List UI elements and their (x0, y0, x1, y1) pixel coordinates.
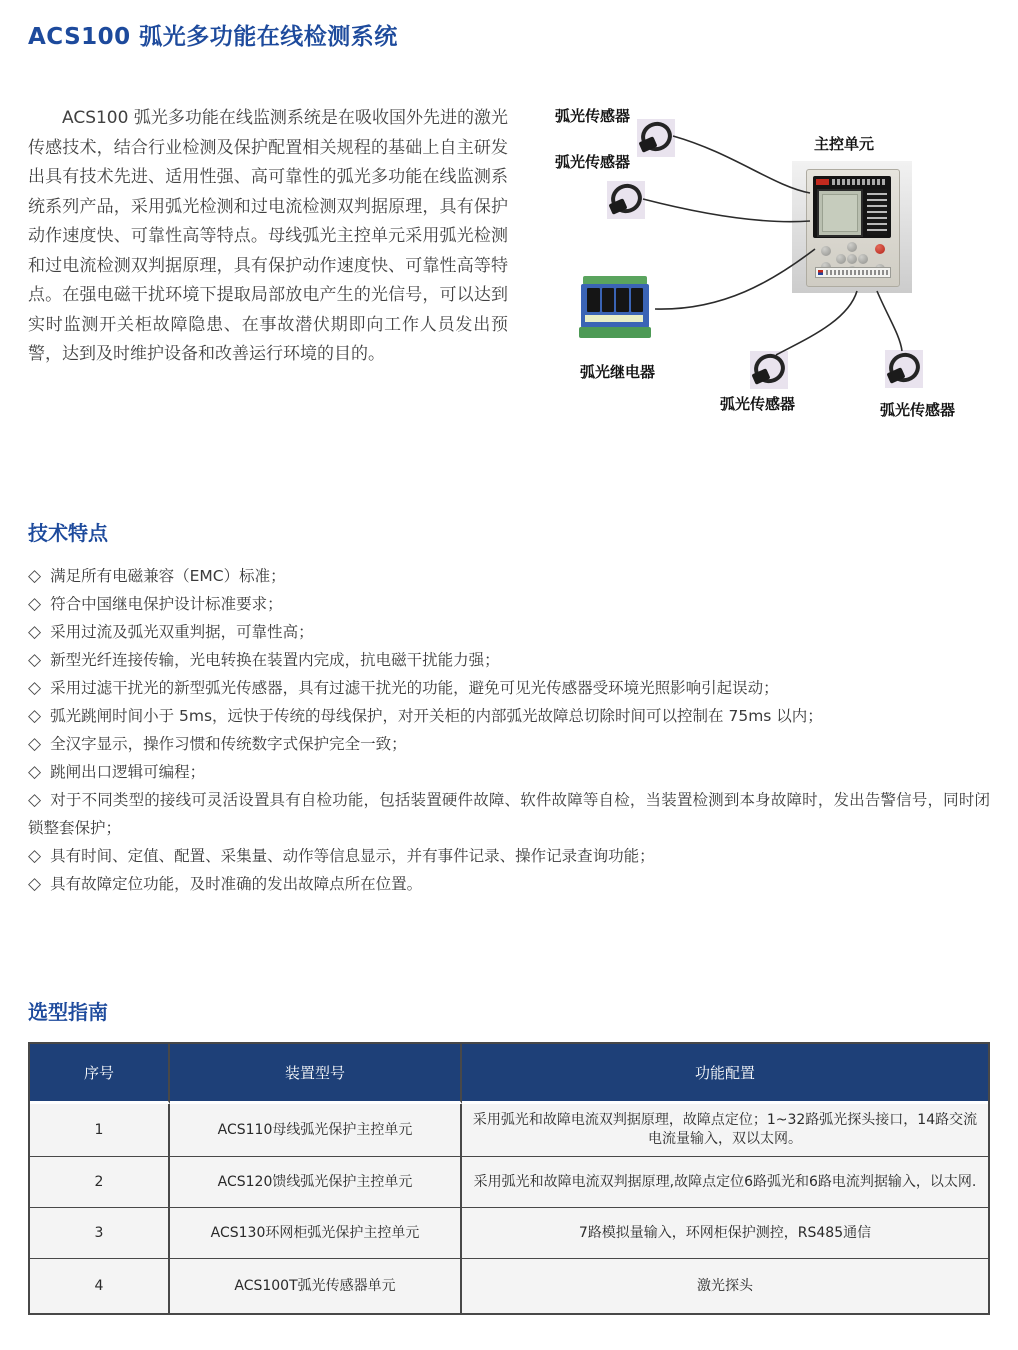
arc-sensor-photo-1 (637, 119, 675, 157)
diamond-bullet-icon: ◇ (28, 790, 42, 810)
feature-text: 弧光跳闸时间小于 5ms，远快于传统的母线保护，对开关柜的内部弧光故障总切除时间可以控制在 75ms 以内； (50, 707, 823, 725)
feature-item (28, 562, 990, 590)
features-heading: 技术特点 (28, 521, 108, 545)
diamond-bullet-icon: ◇ (28, 678, 42, 698)
lcd-display-area (822, 194, 858, 232)
relay-block (587, 288, 600, 312)
cell-model: ACS130环网柜弧光保护主控单元 (170, 1207, 462, 1258)
table-row (30, 1156, 988, 1207)
cell-config: 采用弧光和故障电流双判据原理,故障点定位6路弧光和6路电流判据输入，以太网. (462, 1156, 988, 1207)
feature-text: 满足所有电磁兼容（EMC）标准； (50, 567, 286, 585)
arrow-up-button (847, 242, 857, 252)
brand-logo (816, 179, 829, 185)
main-unit-photo (792, 161, 912, 293)
cell-config: 激光探头 (462, 1258, 988, 1313)
table-row (30, 1258, 988, 1313)
selection-guide-section (28, 996, 990, 1315)
table-row (30, 1104, 988, 1156)
col-header-no: 序号 (30, 1044, 170, 1104)
relay-rail (579, 327, 651, 338)
feature-text: 全汉字显示，操作习惯和传统数字式保护完全一致； (50, 735, 407, 753)
feature-item (28, 702, 990, 730)
feature-text: 采用过流及弧光双重判据，可靠性高； (50, 623, 314, 641)
selection-table (28, 1042, 990, 1315)
cell-config: 采用弧光和故障电流双判据原理，故障点定位；1~32路弧光探头接口，14路交流电流量输入，双以太网。 (472, 1112, 978, 1147)
cell-no: 4 (30, 1258, 170, 1313)
system-diagram (528, 91, 990, 447)
page-title: ACS100 弧光多功能在线检测系统 (28, 24, 398, 50)
indicator-panel (867, 189, 887, 235)
table-row (30, 1207, 988, 1258)
main-unit-body (806, 169, 900, 287)
col-header-model: 装置型号 (170, 1044, 462, 1104)
cell-model: ACS120馈线弧光保护主控单元 (170, 1156, 462, 1207)
sensor-label-bottom1: 弧光传感器 (720, 395, 796, 413)
cell-config: 7路模拟量输入，环网柜保护测控，RS485通信 (462, 1207, 988, 1258)
diamond-bullet-icon: ◇ (28, 846, 42, 866)
lcd-screen (817, 189, 863, 237)
feature-text: 符合中国继电保护设计标准要求； (50, 595, 283, 613)
cell-no: 3 (30, 1207, 170, 1258)
arc-relay-photo (577, 276, 655, 338)
sensor-label-top1: 弧光传感器 (555, 107, 631, 125)
enter-button (847, 254, 857, 264)
feature-text: 对于不同类型的接线可灵活设置具有自检功能，包括装置硬件故障、软件故障等自检，当装置检测到本身故障时，发出告警信号，同时闭锁整套保护； (28, 791, 990, 837)
selection-heading: 选型指南 (28, 1000, 108, 1024)
relay-block (631, 288, 644, 312)
main-unit-front-panel (813, 176, 891, 238)
relay-pcb (581, 284, 649, 328)
relay-label: 弧光继电器 (580, 363, 656, 381)
feature-text: 具有故障定位功能，及时准确的发出故障点所在位置。 (50, 875, 423, 893)
cell-model: ACS110母线弧光保护主控单元 (170, 1104, 462, 1156)
feature-text: 新型光纤连接传输，光电转换在装置内完成，抗电磁干扰能力强； (50, 651, 500, 669)
cell-model: ACS100T弧光传感器单元 (170, 1258, 462, 1313)
table-header-row (30, 1044, 988, 1104)
diamond-bullet-icon: ◇ (28, 650, 42, 670)
brand-text (832, 179, 886, 185)
feature-text: 具有时间、定值、配置、采集量、动作等信息显示，并有事件记录、操作记录查询功能； (50, 847, 655, 865)
feature-item (28, 786, 990, 842)
cell-no: 2 (30, 1156, 170, 1207)
strip-logo (818, 270, 823, 275)
feature-item (28, 618, 990, 646)
features-section (28, 517, 990, 898)
col-header-config: 功能配置 (462, 1044, 988, 1104)
sensor-label-top2: 弧光传感器 (555, 153, 631, 171)
diamond-bullet-icon: ◇ (28, 566, 42, 586)
reset-button-red (875, 244, 885, 254)
feature-item (28, 870, 990, 898)
feature-text: 跳闸出口逻辑可编程； (50, 763, 206, 781)
relay-terminal-strip (585, 315, 643, 322)
arc-sensor-photo-3 (750, 351, 788, 389)
feature-item (28, 646, 990, 674)
arc-sensor-photo-4 (885, 350, 923, 388)
feature-item (28, 758, 990, 786)
feature-list (28, 562, 990, 898)
relay-block (616, 288, 629, 312)
intro-section (28, 91, 990, 447)
arrow-right-button (858, 254, 868, 264)
feature-item (28, 842, 990, 870)
feature-item (28, 730, 990, 758)
diamond-bullet-icon: ◇ (28, 762, 42, 782)
key-button (821, 246, 831, 256)
arrow-left-button (836, 254, 846, 264)
feature-item (28, 674, 990, 702)
main-unit-label: 主控单元 (814, 135, 875, 153)
strip-text (826, 270, 888, 275)
sensor-label-bottom2: 弧光传感器 (880, 401, 956, 419)
diamond-bullet-icon: ◇ (28, 622, 42, 642)
cell-no: 1 (30, 1104, 170, 1156)
relay-block (602, 288, 615, 312)
diamond-bullet-icon: ◇ (28, 874, 42, 894)
arc-sensor-photo-2 (607, 181, 645, 219)
diamond-bullet-icon: ◇ (28, 594, 42, 614)
relay-blocks (587, 288, 643, 312)
feature-text: 采用过滤干扰光的新型弧光传感器，具有过滤干扰光的功能，避免可见光传感器受环境光照影响引起误动； (50, 679, 779, 697)
diamond-bullet-icon: ◇ (28, 734, 42, 754)
diamond-bullet-icon: ◇ (28, 706, 42, 726)
bottom-label-strip (815, 267, 891, 278)
feature-item (28, 590, 990, 618)
intro-paragraph: ACS100 弧光多功能在线监测系统是在吸收国外先进的激光传感技术，结合行业检测及保护配置相关规程的基础上自主研发出具有技术先进、适用性强、高可靠性的弧光多功能在线监测系统系列产品，采用弧光检测和过电流检测双判据原理，具有保护动作速度快、可靠性高等特点。母线弧光主控单元采用弧光检测和过电流检测双判据原理，具有保护动作速度快、可靠性高等特点。在强电磁干扰环境下提取局部放电产生的光信号，可以达到实时监测开关柜故障隐患、在事故潜伏期即向工作人员发出预警，达到及时维护设备和改善运行环境的目的。 (28, 108, 508, 364)
